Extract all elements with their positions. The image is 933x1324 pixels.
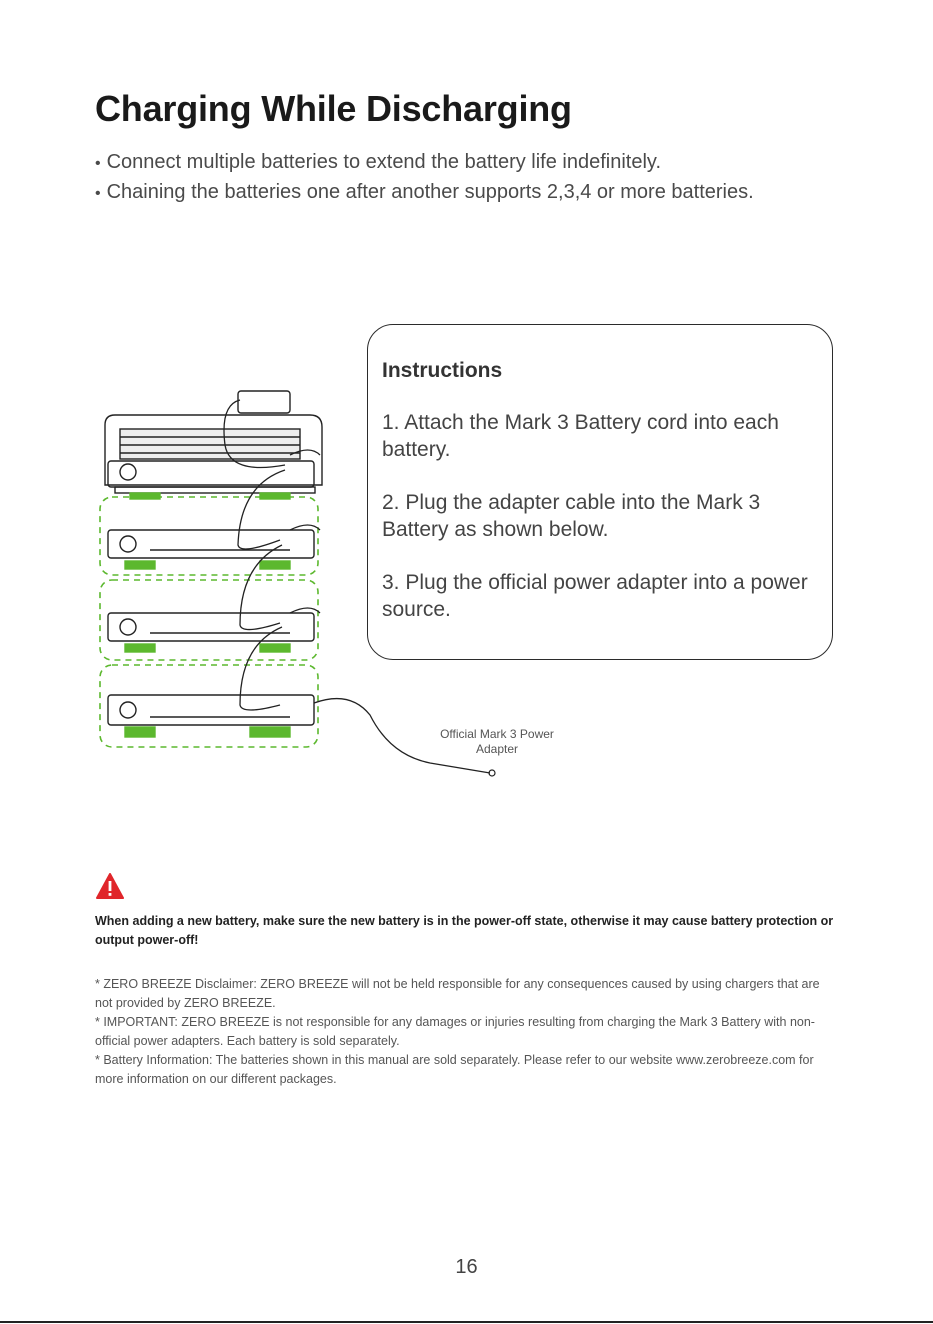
warning-text: When adding a new battery, make sure the new battery is in the power-off state, otherwise it may cause battery protection or output power-off!: [95, 914, 834, 947]
stack-outline: [100, 497, 318, 747]
intro-bullet: • Connect multiple batteries to extend the battery life indefinitely.: [95, 148, 754, 178]
intro-bullet: • Chaining the batteries one after another supports 2,3,4 or more batteries.: [95, 178, 754, 208]
disclaimer-item: * ZERO BREEZE Disclaimer: ZERO BREEZE will not be held responsible for any consequences caused by using chargers that are not provided by ZERO BREEZE.: [95, 977, 820, 1010]
instruction-step: 2. Plug the adapter cable into the Mark 3 Battery as shown below.: [382, 491, 761, 541]
disclaimers: [95, 975, 840, 1089]
disclaimer-item: * Battery Information: The batteries shown in this manual are sold separately. Please refer to our website www.zerobreeze.com for more information on our different packages.: [95, 1053, 814, 1086]
instructions-title: Instructions: [382, 359, 503, 382]
battery-unit: [108, 695, 314, 737]
page-number: 16: [455, 1256, 478, 1278]
battery-unit: [108, 530, 314, 569]
adapter-caption: Official Mark 3 Power Adapter: [440, 727, 554, 756]
instruction-step: 1. Attach the Mark 3 Battery cord into each battery.: [382, 411, 779, 461]
cooler-unit: [105, 391, 322, 499]
battery-stack-illustration: [90, 385, 510, 785]
disclaimer-item: * IMPORTANT: ZERO BREEZE is not responsible for any damages or injuries resulting from charging the Mark 3 Battery with non-official power adapters. Each battery is sold separately.: [95, 1015, 815, 1048]
bottom-rule: [0, 1321, 933, 1323]
battery-unit: [108, 613, 314, 652]
warning-triangle-icon: [96, 873, 124, 899]
instruction-step: 3. Plug the official power adapter into a power source.: [382, 571, 808, 621]
page-title: Charging While Discharging: [95, 88, 572, 129]
intro-bullets: [95, 148, 754, 208]
